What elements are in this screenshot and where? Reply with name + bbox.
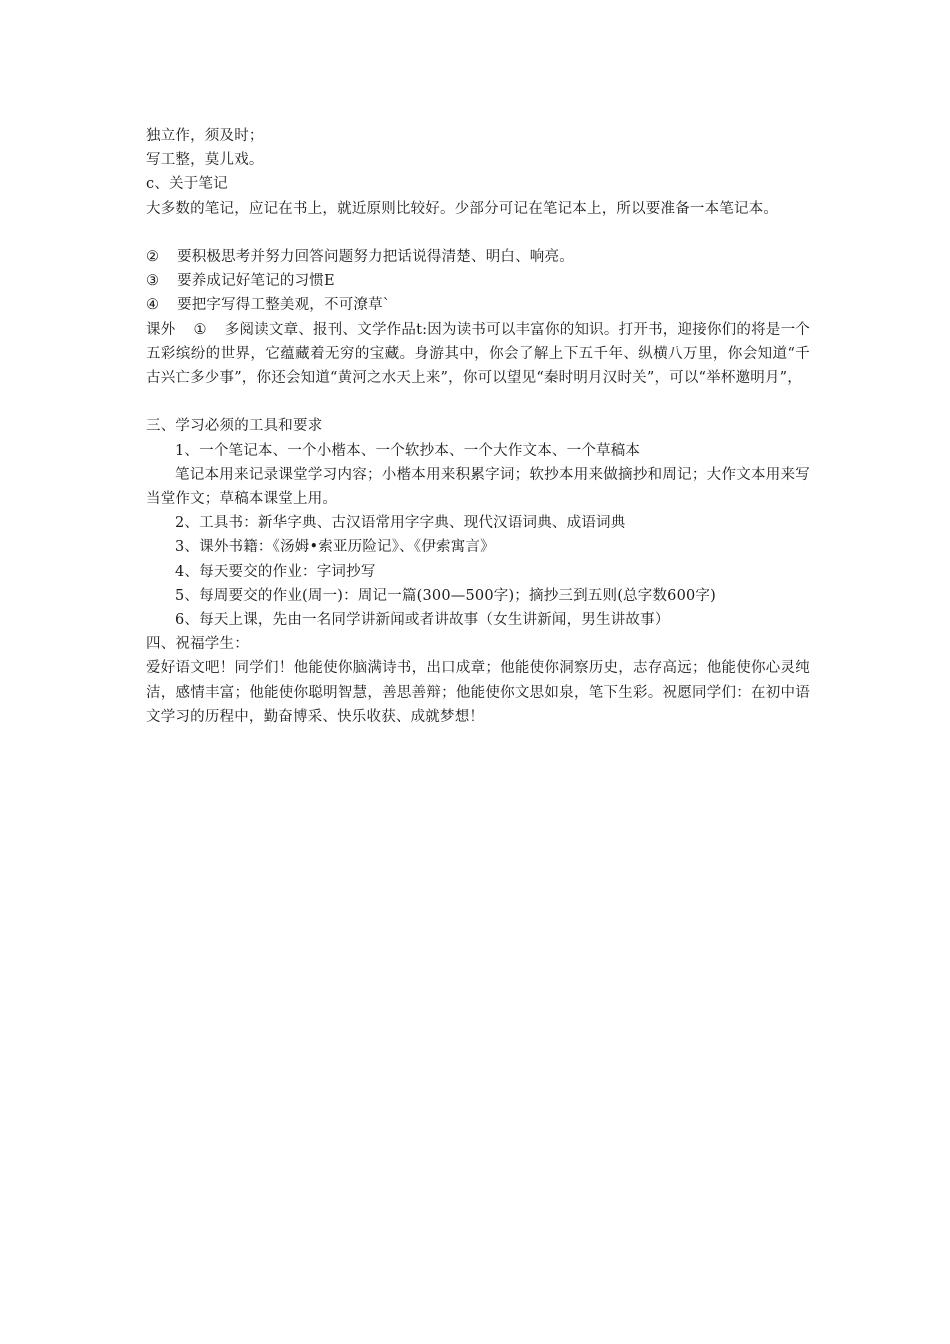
requirement-item: 2、工具书：新华字典、古汉语常用字字典、现代汉语词典、成语词典 [175, 515, 626, 532]
item-text: 要把字写得工整美观，不可潦草` [177, 297, 391, 314]
section-heading: 三、学习必须的工具和要求 [146, 418, 323, 435]
blessing-paragraph: 爱好语文吧！同学们！他能使你脑满诗书，出口成章；他能使你洞察历史，志存高远；他能使你心灵纯洁，感情丰富；他能使你聪明智慧，善思善辩；他能使你文思如泉，笔下生彩。祝愿同学们：在初中语文学习的历程中，勤奋博采、快乐收获、成就梦想！ [146, 660, 810, 725]
item-number: ② [146, 249, 160, 265]
item-text: 要养成记好笔记的习惯E [177, 273, 335, 290]
section-heading: 四、祝福学生： [146, 636, 249, 653]
list-item [146, 245, 810, 269]
requirement-detail: 笔记本用来记录课堂学习内容；小楷本用来积累字词；软抄本用来做摘抄和周记；大作文本用来写当堂作文；草稿本课堂上用。 [146, 466, 810, 508]
extra-label: 课外 [146, 321, 176, 338]
item-number: ① [193, 321, 207, 338]
list-item [146, 293, 810, 317]
document-page [146, 124, 810, 729]
extra-text: 多阅读文章、报刊、文学作品t:因为读书可以丰富你的知识。打开书，迎接你们的将是一个五彩缤纷的世界，它蕴藏着无穷的宝藏。身游其中，你会了解上下五千年、纵横八万里，你会知道“千古兴亡多少事”，你还会知道“黄河之水天上来”，你可以望见“秦时明月汉时关”，可以“举杯邀明月”， [146, 321, 810, 387]
list-item [146, 269, 810, 293]
requirement-item: 1、一个笔记本、一个小楷本、一个软抄本、一个大作文本、一个草稿本 [175, 442, 641, 459]
requirement-item: 5、每周要交的作业(周一)：周记一篇(300—500字)；摘抄三到五则(总字数600字) [175, 587, 716, 604]
text-line: 独立作，须及时； [146, 128, 264, 144]
requirement-item: 6、每天上课，先由一名同学讲新闻或者讲故事（女生讲新闻，男生讲故事） [175, 612, 670, 629]
item-number: ③ [146, 273, 160, 290]
item-text: 要积极思考并努力回答问题努力把话说得清楚、明白、响亮。 [177, 249, 574, 265]
blank-line [146, 390, 810, 414]
item-number: ④ [146, 297, 160, 314]
requirement-item: 4、每天要交的作业：字词抄写 [175, 563, 376, 580]
blank-line [146, 221, 810, 245]
subheading-notes: c、关于笔记 [146, 176, 228, 193]
requirement-item: 3、课外书籍：《汤姆•索亚历险记》、《伊索寓言》 [175, 539, 495, 556]
extracurricular-paragraph [146, 318, 810, 391]
notes-paragraph: 大多数的笔记，应记在书上，就近原则比较好。少部分可记在笔记本上，所以要准备一本笔记本。 [146, 200, 779, 217]
text-line: 写工整，莫儿戏。 [146, 152, 264, 169]
